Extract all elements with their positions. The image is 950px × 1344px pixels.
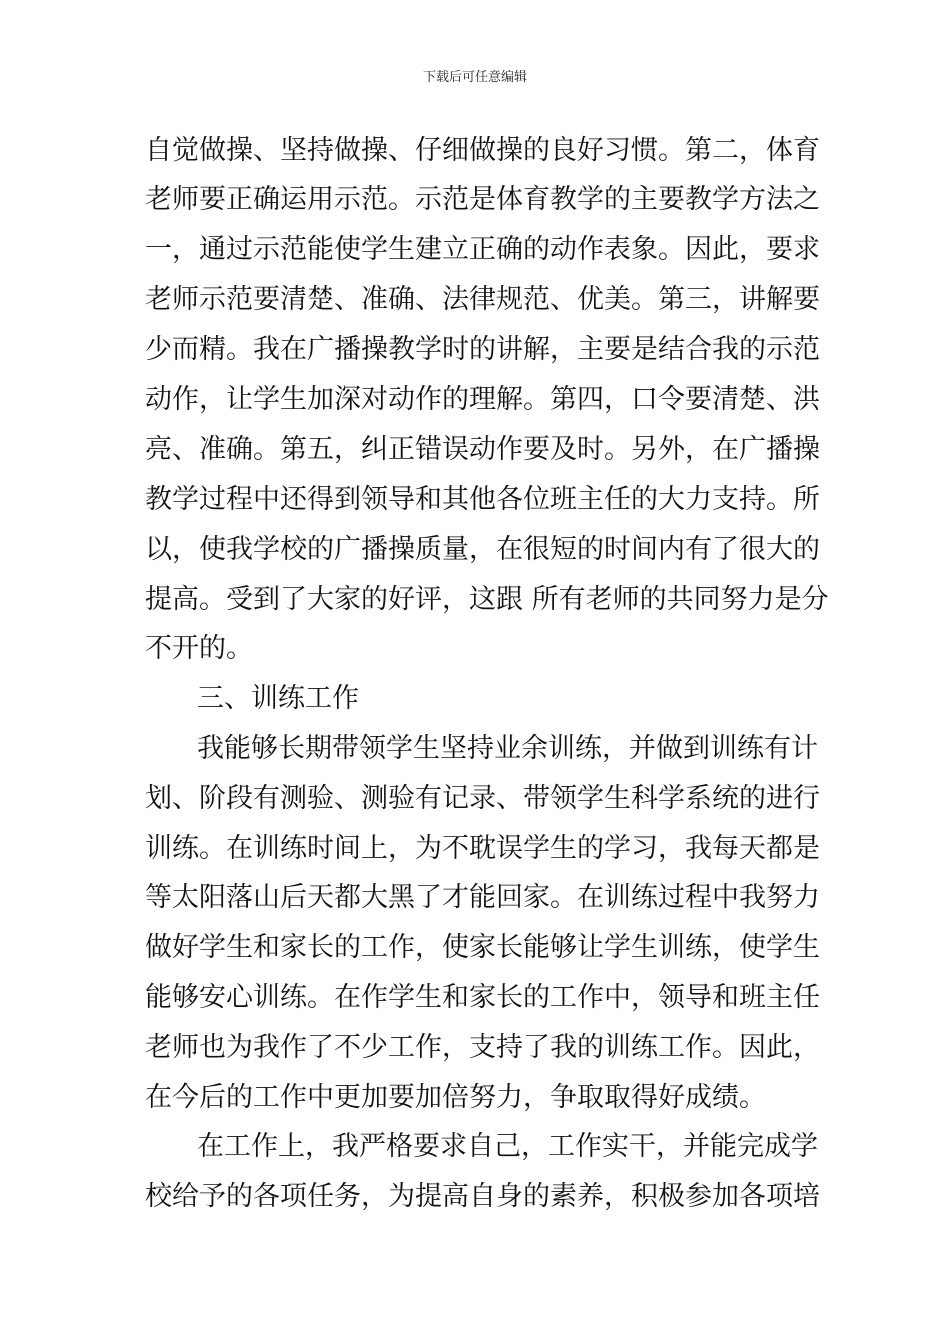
section-heading: 三、训练工作 xyxy=(197,683,359,714)
text-line: 我能够长期带领学生坚持业余训练，并做到训练有计 xyxy=(197,733,818,764)
text-line: 校给予的各项任务，为提高自身的素养，积极参加各项培 xyxy=(145,1181,820,1212)
text-line: 老师示范要清楚、准确、法律规范、优美。第三，讲解要 xyxy=(145,284,820,315)
text-line: 能够安心训练。在作学生和家长的工作中，领导和班主任 xyxy=(145,982,820,1013)
text-line: 训练。在训练时间上，为不耽误学生的学习，我每天都是 xyxy=(145,833,820,864)
text-line: 自觉做操、坚持做操、仔细做操的良好习惯。第二，体育 xyxy=(145,135,820,166)
text-line: 在今后的工作中更加要加倍努力，争取取得好成绩。 xyxy=(145,1082,766,1113)
text-line: 少而精。我在广播操教学时的讲解，主要是结合我的示范 xyxy=(145,334,820,365)
text-line: 做好学生和家长的工作，使家长能够让学生训练，使学生 xyxy=(145,932,820,963)
text-line: 不开的。 xyxy=(145,633,253,664)
text-line: 一，通过示范能使学生建立正确的动作表象。因此，要求 xyxy=(145,234,820,265)
text-line: 老师也为我作了不少工作，支持了我的训练工作。因此， xyxy=(145,1032,820,1063)
text-line: 等太阳落山后天都大黑了才能回家。在训练过程中我努力 xyxy=(145,882,820,913)
text-line: 以，使我学校的广播操质量，在很短的时间内有了很大的 xyxy=(145,534,820,565)
text-line: 老师要正确运用示范。示范是体育教学的主要教学方法之 xyxy=(145,184,820,215)
text-line: 亮、准确。第五，纠正错误动作要及时。另外，在广播操 xyxy=(145,434,820,465)
text-line: 在工作上，我严格要求自己，工作实干，并能完成学 xyxy=(197,1131,818,1162)
page-header: 下载后可任意编辑 xyxy=(422,70,527,85)
text-line: 教学过程中还得到领导和其他各位班主任的大力支持。所 xyxy=(145,484,820,515)
text-line: 动作，让学生加深对动作的理解。第四，口令要清楚、洪 xyxy=(145,384,820,415)
text-line: 提高。受到了大家的好评，这跟 所有老师的共同努力是分 xyxy=(145,584,829,615)
text-line: 划、阶段有测验、测验有记录、带领学生科学系统的进行 xyxy=(145,783,820,814)
